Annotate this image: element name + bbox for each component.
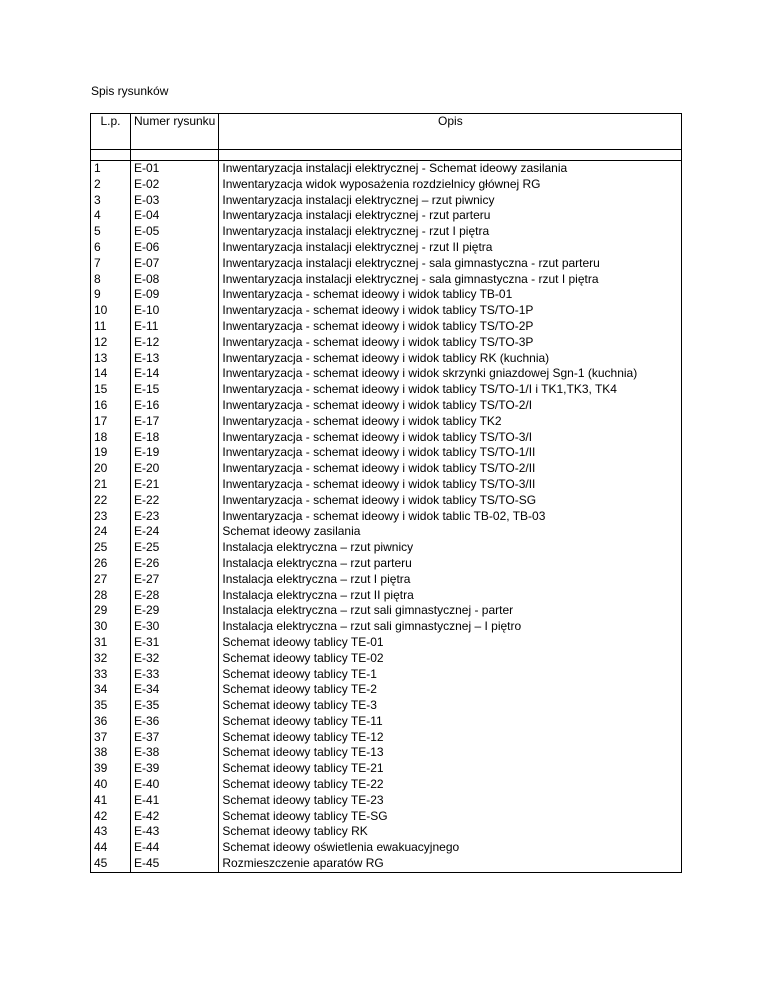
spacer-row (91, 150, 682, 161)
cell-lp: 45 (91, 856, 131, 872)
cell-description: Inwentaryzacja - schemat ideowy i widok tablicy TS/TO-1/II (219, 445, 682, 461)
cell-lp: 13 (91, 351, 131, 367)
cell-number: E-24 (131, 524, 219, 540)
table-row (91, 540, 682, 556)
cell-lp: 9 (91, 287, 131, 303)
cell-number: E-43 (131, 824, 219, 840)
cell-description: Inwentaryzacja - schemat ideowy i widok tablicy TS/TO-1/I i TK1,TK3, TK4 (219, 382, 682, 398)
table-header-row (91, 114, 682, 150)
cell-lp: 33 (91, 667, 131, 683)
table-row (91, 303, 682, 319)
cell-number: E-23 (131, 509, 219, 525)
cell-description: Inwentaryzacja - schemat ideowy i widok tablicy TS/TO-2/I (219, 398, 682, 414)
cell-lp: 28 (91, 588, 131, 604)
cell-description: Inwentaryzacja - schemat ideowy i widok tablic TB-02, TB-03 (219, 509, 682, 525)
table-row (91, 477, 682, 493)
table-row (91, 509, 682, 525)
cell-lp: 16 (91, 398, 131, 414)
header-lp: L.p. (91, 114, 131, 150)
cell-lp: 1 (91, 161, 131, 177)
cell-number: E-12 (131, 335, 219, 351)
cell-lp: 36 (91, 714, 131, 730)
cell-number: E-16 (131, 398, 219, 414)
cell-lp: 38 (91, 745, 131, 761)
cell-description: Schemat ideowy tablicy TE-1 (219, 667, 682, 683)
cell-number: E-11 (131, 319, 219, 335)
document-title: Spis rysunków (91, 84, 169, 98)
cell-lp: 24 (91, 524, 131, 540)
cell-description: Schemat ideowy tablicy TE-01 (219, 635, 682, 651)
table-row (91, 698, 682, 714)
cell-description: Inwentaryzacja - schemat ideowy i widok tablicy TS/TO-3P (219, 335, 682, 351)
cell-lp: 27 (91, 572, 131, 588)
cell-number: E-33 (131, 667, 219, 683)
cell-number: E-14 (131, 366, 219, 382)
cell-description: Inwentaryzacja instalacji elektrycznej - rzut I piętra (219, 224, 682, 240)
table-row (91, 366, 682, 382)
cell-description: Rozmieszczenie aparatów RG (219, 856, 682, 872)
cell-number: E-06 (131, 240, 219, 256)
cell-number: E-01 (131, 161, 219, 177)
cell-number: E-13 (131, 351, 219, 367)
cell-description: Instalacja elektryczna – rzut sali gimnastycznej - parter (219, 603, 682, 619)
table-row (91, 793, 682, 809)
cell-lp: 34 (91, 682, 131, 698)
cell-number: E-42 (131, 809, 219, 825)
table-row (91, 667, 682, 683)
table-row (91, 588, 682, 604)
table-row (91, 635, 682, 651)
drawings-table (90, 113, 682, 873)
table-row (91, 572, 682, 588)
cell-description: Inwentaryzacja instalacji elektrycznej - sala gimnastyczna - rzut parteru (219, 256, 682, 272)
table-row (91, 398, 682, 414)
cell-description: Inwentaryzacja - schemat ideowy i widok tablicy TS/TO-2/II (219, 461, 682, 477)
cell-lp: 10 (91, 303, 131, 319)
cell-description: Inwentaryzacja - schemat ideowy i widok tablicy RK (kuchnia) (219, 351, 682, 367)
cell-description: Schemat ideowy tablicy TE-02 (219, 651, 682, 667)
cell-lp: 2 (91, 177, 131, 193)
cell-number: E-17 (131, 414, 219, 430)
cell-description: Inwentaryzacja - schemat ideowy i widok tablicy TB-01 (219, 287, 682, 303)
cell-number: E-10 (131, 303, 219, 319)
cell-lp: 4 (91, 208, 131, 224)
table-row (91, 461, 682, 477)
cell-lp: 25 (91, 540, 131, 556)
table-row (91, 761, 682, 777)
cell-number: E-03 (131, 193, 219, 209)
table-row (91, 161, 682, 177)
cell-description: Inwentaryzacja - schemat ideowy i widok tablicy TS/TO-SG (219, 493, 682, 509)
cell-lp: 14 (91, 366, 131, 382)
table-row (91, 682, 682, 698)
cell-number: E-40 (131, 777, 219, 793)
table-row (91, 430, 682, 446)
table-row (91, 556, 682, 572)
cell-number: E-07 (131, 256, 219, 272)
table-row (91, 745, 682, 761)
cell-number: E-27 (131, 572, 219, 588)
table-row (91, 730, 682, 746)
spacer-cell (131, 150, 219, 161)
cell-number: E-05 (131, 224, 219, 240)
cell-number: E-32 (131, 651, 219, 667)
cell-description: Schemat ideowy tablicy TE-21 (219, 761, 682, 777)
cell-lp: 19 (91, 445, 131, 461)
cell-description: Schemat ideowy tablicy TE-2 (219, 682, 682, 698)
cell-number: E-36 (131, 714, 219, 730)
table-body (91, 161, 682, 873)
table-row (91, 840, 682, 856)
cell-number: E-41 (131, 793, 219, 809)
cell-number: E-34 (131, 682, 219, 698)
cell-lp: 22 (91, 493, 131, 509)
cell-lp: 43 (91, 824, 131, 840)
cell-lp: 8 (91, 272, 131, 288)
cell-number: E-35 (131, 698, 219, 714)
cell-description: Instalacja elektryczna – rzut sali gimnastycznej – I piętro (219, 619, 682, 635)
cell-description: Inwentaryzacja instalacji elektrycznej - rzut parteru (219, 208, 682, 224)
cell-lp: 31 (91, 635, 131, 651)
cell-number: E-31 (131, 635, 219, 651)
cell-description: Inwentaryzacja - schemat ideowy i widok tablicy TS/TO-3/I (219, 430, 682, 446)
cell-number: E-20 (131, 461, 219, 477)
cell-description: Inwentaryzacja - schemat ideowy i widok tablicy TS/TO-1P (219, 303, 682, 319)
cell-number: E-02 (131, 177, 219, 193)
cell-lp: 21 (91, 477, 131, 493)
cell-number: E-44 (131, 840, 219, 856)
cell-description: Instalacja elektryczna – rzut piwnicy (219, 540, 682, 556)
cell-description: Inwentaryzacja instalacji elektrycznej - rzut II piętra (219, 240, 682, 256)
cell-number: E-19 (131, 445, 219, 461)
cell-number: E-15 (131, 382, 219, 398)
table-row (91, 809, 682, 825)
cell-description: Instalacja elektryczna – rzut I piętra (219, 572, 682, 588)
cell-lp: 40 (91, 777, 131, 793)
table-row (91, 493, 682, 509)
cell-description: Schemat ideowy oświetlenia ewakuacyjnego (219, 840, 682, 856)
spacer-cell (219, 150, 682, 161)
cell-lp: 18 (91, 430, 131, 446)
cell-number: E-30 (131, 619, 219, 635)
cell-number: E-08 (131, 272, 219, 288)
cell-number: E-22 (131, 493, 219, 509)
table-row (91, 335, 682, 351)
table-row (91, 193, 682, 209)
table-row (91, 856, 682, 872)
cell-lp: 6 (91, 240, 131, 256)
cell-lp: 41 (91, 793, 131, 809)
cell-number: E-37 (131, 730, 219, 746)
table-row (91, 603, 682, 619)
cell-description: Inwentaryzacja widok wyposażenia rozdzielnicy głównej RG (219, 177, 682, 193)
cell-number: E-29 (131, 603, 219, 619)
cell-description: Inwentaryzacja instalacji elektrycznej - Schemat ideowy zasilania (219, 161, 682, 177)
table-row (91, 777, 682, 793)
cell-description: Schemat ideowy tablicy TE-11 (219, 714, 682, 730)
table-row (91, 382, 682, 398)
table-row (91, 208, 682, 224)
table-row (91, 651, 682, 667)
spacer-cell (91, 150, 131, 161)
cell-lp: 37 (91, 730, 131, 746)
table-row (91, 714, 682, 730)
table-row (91, 287, 682, 303)
cell-description: Schemat ideowy tablicy TE-3 (219, 698, 682, 714)
table-row (91, 256, 682, 272)
cell-lp: 42 (91, 809, 131, 825)
table-row (91, 824, 682, 840)
cell-lp: 23 (91, 509, 131, 525)
cell-lp: 3 (91, 193, 131, 209)
cell-lp: 15 (91, 382, 131, 398)
cell-description: Schemat ideowy tablicy TE-23 (219, 793, 682, 809)
cell-description: Schemat ideowy tablicy TE-SG (219, 809, 682, 825)
table-row (91, 272, 682, 288)
cell-lp: 29 (91, 603, 131, 619)
cell-lp: 12 (91, 335, 131, 351)
cell-description: Inwentaryzacja instalacji elektrycznej - sala gimnastyczna - rzut I piętra (219, 272, 682, 288)
cell-description: Schemat ideowy tablicy RK (219, 824, 682, 840)
cell-number: E-18 (131, 430, 219, 446)
cell-description: Schemat ideowy zasilania (219, 524, 682, 540)
header-description: Opis (219, 114, 682, 150)
cell-number: E-45 (131, 856, 219, 872)
cell-lp: 17 (91, 414, 131, 430)
cell-lp: 39 (91, 761, 131, 777)
table-row (91, 240, 682, 256)
cell-number: E-39 (131, 761, 219, 777)
table-row (91, 445, 682, 461)
cell-description: Schemat ideowy tablicy TE-12 (219, 730, 682, 746)
cell-lp: 20 (91, 461, 131, 477)
cell-number: E-04 (131, 208, 219, 224)
table-row (91, 319, 682, 335)
table-row (91, 619, 682, 635)
cell-number: E-28 (131, 588, 219, 604)
cell-lp: 35 (91, 698, 131, 714)
cell-number: E-09 (131, 287, 219, 303)
cell-description: Instalacja elektryczna – rzut parteru (219, 556, 682, 572)
cell-lp: 32 (91, 651, 131, 667)
cell-description: Inwentaryzacja - schemat ideowy i widok tablicy TS/TO-2P (219, 319, 682, 335)
cell-number: E-38 (131, 745, 219, 761)
cell-description: Schemat ideowy tablicy TE-13 (219, 745, 682, 761)
table-row (91, 177, 682, 193)
cell-description: Inwentaryzacja - schemat ideowy i widok tablicy TK2 (219, 414, 682, 430)
table-row (91, 524, 682, 540)
table-row (91, 351, 682, 367)
cell-description: Inwentaryzacja - schemat ideowy i widok tablicy TS/TO-3/II (219, 477, 682, 493)
cell-description: Instalacja elektryczna – rzut II piętra (219, 588, 682, 604)
cell-lp: 11 (91, 319, 131, 335)
cell-description: Inwentaryzacja instalacji elektrycznej – rzut piwnicy (219, 193, 682, 209)
cell-lp: 30 (91, 619, 131, 635)
cell-number: E-26 (131, 556, 219, 572)
table-row (91, 224, 682, 240)
cell-lp: 7 (91, 256, 131, 272)
cell-number: E-21 (131, 477, 219, 493)
cell-number: E-25 (131, 540, 219, 556)
cell-description: Inwentaryzacja - schemat ideowy i widok skrzynki gniazdowej Sgn-1 (kuchnia) (219, 366, 682, 382)
table-row (91, 414, 682, 430)
cell-description: Schemat ideowy tablicy TE-22 (219, 777, 682, 793)
header-number: Numer rysunku (131, 114, 219, 150)
cell-lp: 44 (91, 840, 131, 856)
cell-lp: 5 (91, 224, 131, 240)
cell-lp: 26 (91, 556, 131, 572)
